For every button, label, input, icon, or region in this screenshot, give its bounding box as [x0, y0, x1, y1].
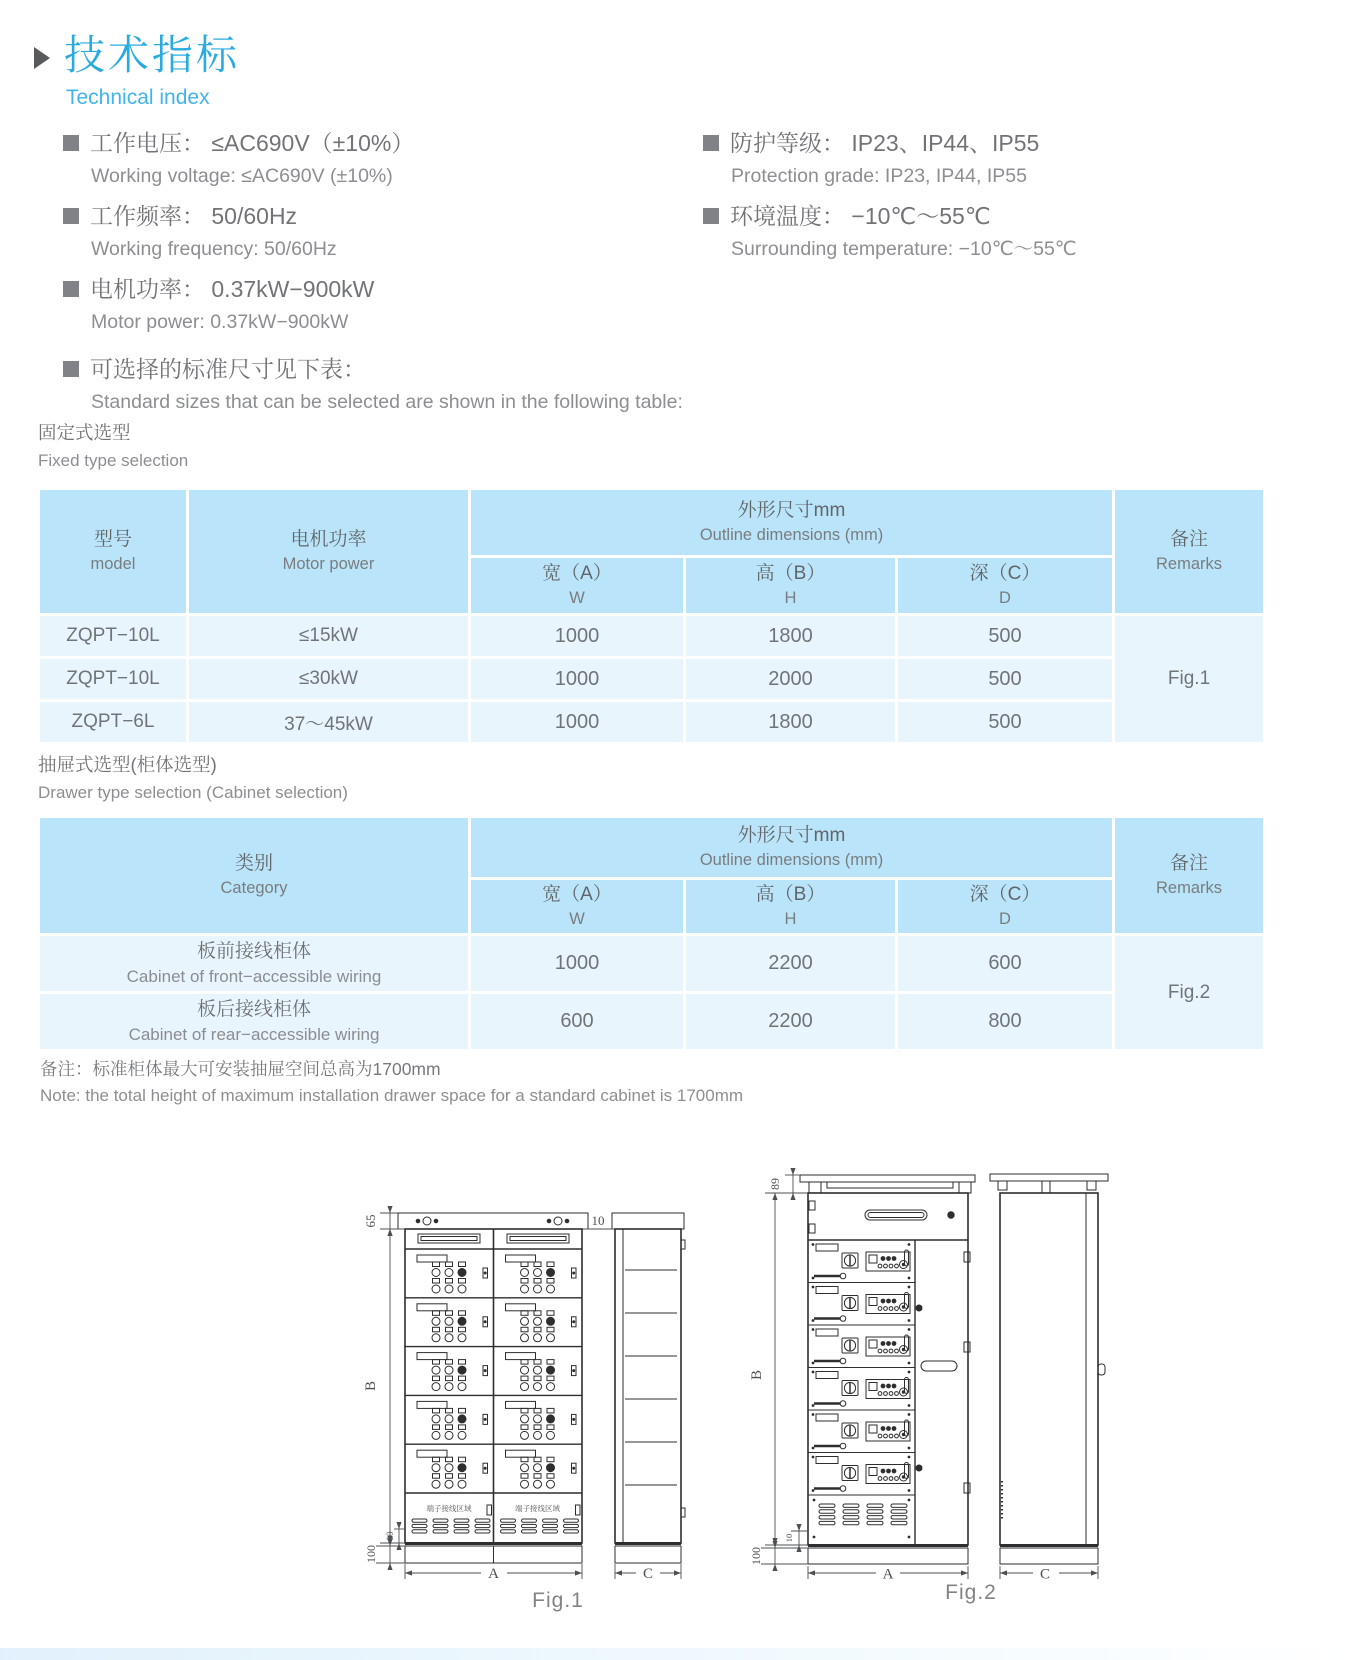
fig1-drawing [330, 1120, 710, 1620]
bullet-square-icon [703, 208, 719, 224]
cell-depth: 500 [897, 615, 1114, 658]
col-header-width: 宽（A） W [470, 557, 685, 615]
fig2-drawing [715, 1085, 1125, 1630]
cell-model: ZQPT−6L [39, 701, 188, 744]
spec-item-protection-grade [703, 126, 1077, 193]
cell-power: ≤30kW [188, 658, 470, 701]
fig2-dim-height: B [749, 1369, 765, 1381]
table-row [39, 993, 1265, 1051]
spec-en-text: Motor power: 0.37kW−900kW [91, 311, 349, 333]
col-header-outline-dimensions: 外形尺寸mm Outline dimensions (mm) [470, 489, 1114, 557]
section-zh: 抽屉式选型(柜体选型) [38, 754, 217, 775]
cell-remarks: Fig.1 [1114, 615, 1265, 744]
table-row [39, 935, 1265, 993]
page-subtitle: Technical index [66, 86, 210, 109]
spec-zh-text: 可选择的标准尺寸见下表： [90, 356, 366, 382]
cell-remarks: Fig.2 [1114, 935, 1265, 1051]
spec-en-text: Surrounding temperature: −10℃～55℃ [731, 238, 1077, 260]
fig2-dim-width: A [882, 1566, 894, 1583]
col-header-depth: 深（C） D [897, 879, 1114, 935]
fig1-dim-bottom-gap: 10 [385, 1531, 395, 1541]
col-header-width: 宽（A） W [470, 879, 685, 935]
col-header-outline-dimensions: 外形尺寸mm Outline dimensions (mm) [470, 817, 1114, 879]
section-en: Fixed type selection [38, 451, 189, 470]
fig2-side-view [990, 1174, 1108, 1564]
col-header-height: 高（B） H [685, 879, 897, 935]
fig1-dim-base-height: 100 [364, 1545, 378, 1563]
cell-category: 板前接线柜体 Cabinet of front−accessible wiring [39, 935, 470, 993]
footnote-zh: 备注：标准柜体最大可安装抽屉空间总高为1700mm [40, 1059, 441, 1079]
bullet-square-icon [63, 135, 79, 151]
bullet-square-icon [63, 208, 79, 224]
cell-height: 1800 [685, 615, 897, 658]
cell-height: 2200 [685, 993, 897, 1051]
fig1-caption: Fig.1 [532, 1589, 584, 1612]
fig1-dim-top-height: 65 [363, 1214, 378, 1228]
page-title: 技术指标 [64, 32, 240, 78]
fig1-side-view [612, 1213, 685, 1563]
cell-width: 1000 [470, 935, 685, 993]
cell-width: 1000 [470, 615, 685, 658]
bottom-accent-strip [0, 1648, 1357, 1660]
spec-item-frequency [63, 199, 414, 266]
footnote [40, 1056, 743, 1109]
spec-item-temperature [703, 199, 1077, 266]
cell-height: 2000 [685, 658, 897, 701]
cell-height: 2200 [685, 935, 897, 993]
fig1-dim-depth: C [642, 1566, 654, 1582]
fig2-dim-top-height: 89 [768, 1178, 782, 1190]
spec-en-text: Working frequency: 50/60Hz [91, 238, 337, 260]
spec-item-motor-power [63, 272, 414, 339]
fig2-dim-bottom-gap: 10 [784, 1533, 794, 1543]
cell-category: 板后接线柜体 Cabinet of rear−accessible wiring [39, 993, 470, 1051]
spec-item-voltage [63, 126, 414, 193]
col-header-depth: 深（C） D [897, 557, 1114, 615]
fig1-dim-top-gap: 10 [591, 1213, 605, 1228]
cell-width: 1000 [470, 701, 685, 744]
spec-zh-text: 环境温度： −10℃～55℃ [730, 203, 991, 229]
table-row [39, 615, 1265, 658]
specs-right-column [703, 126, 1077, 272]
col-header-motor-power: 电机功率 Motor power [188, 489, 470, 615]
table-row [39, 701, 1265, 744]
fig2-front-view [800, 1175, 975, 1564]
spec-en-text: Standard sizes that can be selected are shown in the following table: [91, 391, 683, 413]
spec-zh-text: 电机功率： 0.37kW−900kW [90, 276, 375, 302]
fixed-selection-table [37, 487, 1266, 745]
cell-depth: 800 [897, 993, 1114, 1051]
cell-depth: 500 [897, 701, 1114, 744]
fig2-dimension-lines [761, 1168, 1098, 1579]
bullet-square-icon [63, 281, 79, 297]
section-en: Drawer type selection (Cabinet selection) [38, 783, 348, 802]
cell-model: ZQPT−10L [39, 658, 188, 701]
fig1-dim-height: B [363, 1380, 379, 1392]
fig2-caption: Fig.2 [945, 1581, 997, 1604]
fig2-dim-base-height: 100 [749, 1547, 763, 1565]
section-label-fixed-selection [38, 418, 188, 475]
bullet-square-icon [63, 361, 79, 377]
cell-depth: 500 [897, 658, 1114, 701]
col-header-model: 型号 model [39, 489, 188, 615]
fig1-dimension-arrows [387, 1206, 681, 1576]
cell-power: 37～45kW [188, 701, 470, 744]
fig1-terminal-area-label: 端子接线区域 [426, 1504, 472, 1513]
table-row [39, 658, 1265, 701]
drawer-selection-table [37, 815, 1266, 1052]
cell-height: 1800 [685, 701, 897, 744]
title-arrow-icon [34, 47, 50, 69]
spec-item-sizes-note [63, 352, 683, 419]
cell-power: ≤15kW [188, 615, 470, 658]
spec-zh-text: 工作电压： ≤AC690V（±10%） [90, 130, 415, 156]
spec-en-text: Protection grade: IP23, IP44, IP55 [731, 165, 1027, 187]
fig1-terminal-area-label: 端子接线区域 [515, 1504, 560, 1513]
col-header-remarks: 备注 Remarks [1114, 817, 1265, 935]
section-zh: 固定式选型 [38, 422, 131, 443]
section-label-drawer-selection [38, 750, 348, 807]
col-header-height: 高（B） H [685, 557, 897, 615]
cell-depth: 600 [897, 935, 1114, 993]
cell-width: 1000 [470, 658, 685, 701]
spec-zh-text: 工作频率： 50/60Hz [90, 203, 298, 229]
specs-left-column [63, 126, 414, 345]
cell-model: ZQPT−10L [39, 615, 188, 658]
col-header-remarks: 备注 Remarks [1114, 489, 1265, 615]
fig2-dim-depth: C [1039, 1566, 1051, 1583]
footnote-en: Note: the total height of maximum installation drawer space for a standard cabinet is 1700mm [40, 1086, 744, 1105]
bullet-square-icon [703, 135, 719, 151]
col-header-category: 类别 Category [39, 817, 470, 935]
spec-en-text: Working voltage: ≤AC690V (±10%) [91, 165, 393, 187]
fig1-dim-width: A [488, 1566, 499, 1582]
spec-zh-text: 防护等级： IP23、IP44、IP55 [730, 130, 1040, 156]
cell-width: 600 [470, 993, 685, 1051]
